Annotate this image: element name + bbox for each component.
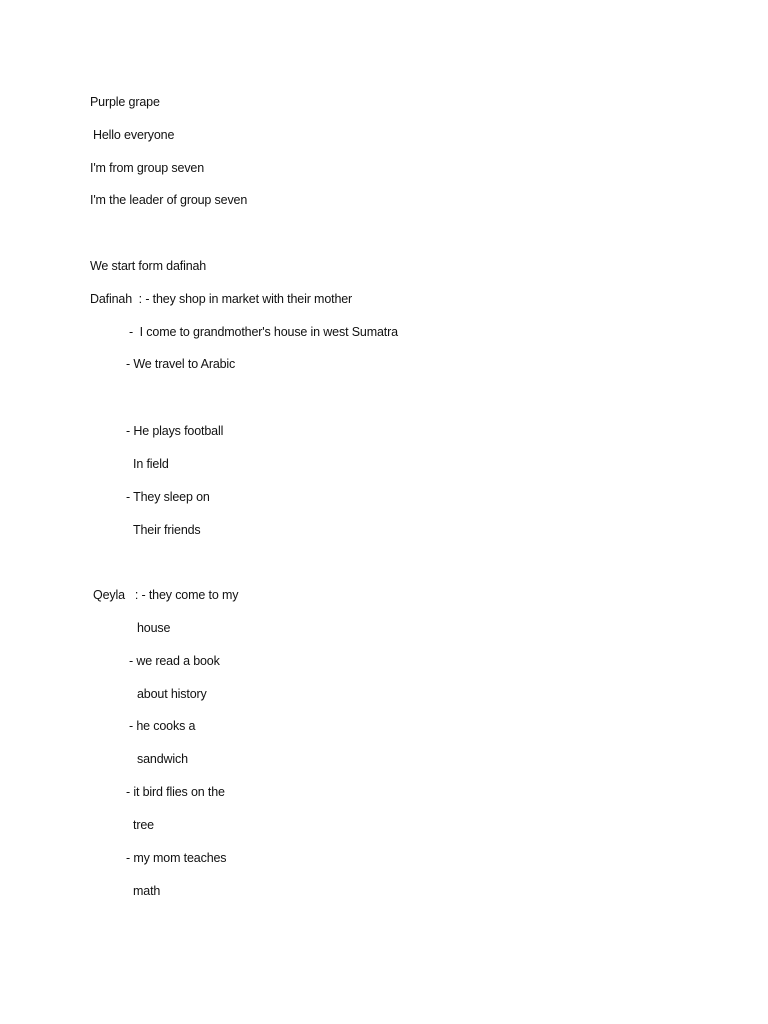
doc-line-title: Purple grape <box>90 95 160 109</box>
doc-line-qeyla: Qeyla : - they come to my <box>93 588 239 602</box>
doc-line: Their friends <box>133 523 201 537</box>
doc-line: - it bird flies on the <box>126 785 225 799</box>
doc-line: - We travel to Arabic <box>126 357 236 371</box>
doc-line: - He plays football <box>126 424 224 438</box>
doc-line: We start form dafinah <box>90 259 207 273</box>
doc-line: about history <box>137 687 207 701</box>
doc-line: I'm the leader of group seven <box>90 193 248 207</box>
doc-line: - I come to grandmother's house in west Sumatra <box>129 325 398 339</box>
doc-line: house <box>137 621 171 635</box>
doc-line: - They sleep on <box>126 490 210 504</box>
doc-line-dafinah: Dafinah : - they shop in market with their mother <box>90 292 353 306</box>
doc-line: tree <box>133 818 154 832</box>
doc-line: sandwich <box>137 752 188 766</box>
doc-line: math <box>133 884 161 898</box>
doc-line-greeting: Hello everyone <box>93 128 175 142</box>
doc-line: - we read a book <box>129 654 220 668</box>
doc-line: In field <box>133 457 169 471</box>
doc-line: - my mom teaches <box>126 851 227 865</box>
doc-line: - he cooks a <box>129 719 196 733</box>
doc-line: I'm from group seven <box>90 161 205 175</box>
